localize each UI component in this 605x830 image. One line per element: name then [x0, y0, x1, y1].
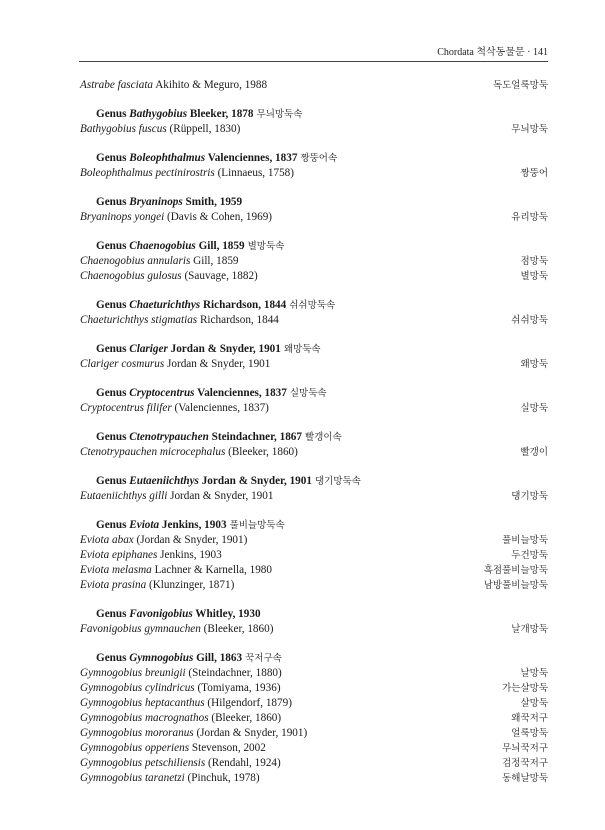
species-entry — [80, 401, 548, 416]
genus-korean-name: 빨갱이속 — [301, 432, 342, 443]
genus-heading — [80, 195, 548, 210]
species-korean-name: 무늬망둑 — [511, 124, 548, 135]
genus-korean-name: 풀비늘망둑속 — [226, 520, 285, 531]
genus-name: Gymnogobius — [129, 652, 194, 664]
species-scientific-name: Eviota melasma — [80, 564, 152, 576]
species-scientific-name: Gymnogobius cylindricus — [80, 682, 195, 694]
genus-name: Chaenogobius — [129, 240, 196, 252]
genus-block — [80, 430, 548, 460]
species-authority: Jordan & Snyder, 1901 — [167, 490, 274, 502]
genus-label: Genus — [96, 475, 130, 487]
species-entry — [80, 533, 548, 548]
species-entry — [80, 666, 548, 681]
genus-block — [80, 386, 548, 416]
species-korean-name: 풀비늘망둑 — [502, 535, 548, 546]
species-authority: (Valenciennes, 1837) — [171, 402, 269, 414]
species-scientific-name: Cryptocentrus filifer — [80, 402, 172, 414]
genus-authority: Valenciennes, 1837 — [194, 387, 287, 399]
species-entry — [80, 489, 548, 504]
species-korean-name: 날망둑 — [520, 668, 548, 679]
genus-authority: Gill, 1863 — [193, 652, 243, 664]
genus-name: Boleophthalmus — [129, 152, 206, 164]
genus-label: Genus — [96, 343, 130, 355]
genus-block — [80, 607, 548, 637]
genus-authority: Whitley, 1930 — [192, 608, 261, 620]
species-entry — [80, 269, 548, 284]
species-korean-name: 왜꾹저구 — [511, 713, 548, 724]
genus-name: Cryptocentrus — [129, 387, 195, 399]
species-korean-name: 왜망둑 — [520, 359, 548, 370]
species-authority: Stevenson, 2002 — [189, 742, 266, 754]
species-authority: (Rüppell, 1830) — [166, 123, 241, 135]
species-authority: (Rendahl, 1924) — [205, 757, 281, 769]
species-korean-name: 빨갱이 — [520, 447, 548, 458]
species-scientific-name: Gymnogobius mororanus — [80, 727, 194, 739]
page-header — [79, 47, 548, 62]
species-authority: Jordan & Snyder, 1901 — [164, 358, 271, 370]
genus-name: Bryaninops — [129, 196, 183, 208]
species-authority: (Hilgendorf, 1879) — [204, 697, 292, 709]
genus-name: Eutaeniichthys — [129, 475, 199, 487]
species-scientific-name: Gymnogobius taranetzi — [80, 772, 185, 784]
species-scientific-name: Gymnogobius petschiliensis — [80, 757, 206, 769]
species-korean-name: 가는살망둑 — [502, 683, 548, 694]
species-entry — [80, 210, 548, 225]
species-scientific-name: Chaenogobius annularis — [80, 255, 191, 267]
species-entry — [80, 756, 548, 771]
species-authority: (Bleeker, 1860) — [200, 623, 274, 635]
genus-heading — [80, 518, 548, 533]
genus-block — [80, 342, 548, 372]
genus-authority: Bleeker, 1878 — [187, 108, 254, 120]
genus-label: Genus — [96, 196, 130, 208]
species-authority: (Linnaeus, 1758) — [214, 167, 294, 179]
species-authority: (Pinchuk, 1978) — [184, 772, 260, 784]
species-entry — [80, 122, 548, 137]
species-scientific-name: Favonigobius gymnauchen — [80, 623, 201, 635]
species-korean-name: 얼룩망둑 — [511, 728, 548, 739]
genus-authority: Richardson, 1844 — [200, 299, 287, 311]
genus-name: Eviota — [129, 519, 160, 531]
species-scientific-name: Eviota prasina — [80, 579, 147, 591]
species-authority: (Steindachner, 1880) — [185, 667, 282, 679]
genus-korean-name: 짱뚱어속 — [297, 153, 338, 164]
genus-authority: Jordan & Snyder, 1901 — [198, 475, 312, 487]
genus-block — [80, 298, 548, 328]
genus-heading — [80, 107, 548, 122]
species-korean-name: 실망둑 — [520, 403, 548, 414]
genus-korean-name: 무늬망둑속 — [253, 109, 303, 120]
genus-authority: Valenciennes, 1837 — [205, 152, 298, 164]
genus-name: Favonigobius — [129, 608, 193, 620]
species-entry — [80, 578, 548, 593]
species-scientific-name: Gymnogobius heptacanthus — [80, 697, 205, 709]
genus-label: Genus — [96, 519, 130, 531]
species-entry — [80, 254, 548, 269]
genus-korean-name: 쉬쉬망둑속 — [286, 300, 336, 311]
species-list — [80, 78, 548, 786]
genus-label: Genus — [96, 387, 130, 399]
species-scientific-name: Astrabe fasciata — [80, 79, 154, 91]
species-entry — [80, 313, 548, 328]
genus-label: Genus — [96, 652, 130, 664]
species-authority: Akihito & Meguro, 1988 — [153, 79, 268, 91]
species-authority: (Sauvage, 1882) — [181, 270, 258, 282]
genus-heading — [80, 386, 548, 401]
species-entry — [80, 726, 548, 741]
genus-block — [80, 151, 548, 181]
genus-heading — [80, 342, 548, 357]
genus-authority: Jordan & Snyder, 1901 — [167, 343, 281, 355]
genus-korean-name: 왜망둑속 — [280, 344, 321, 355]
genus-label: Genus — [96, 299, 130, 311]
genus-authority: Steindachner, 1867 — [208, 431, 302, 443]
genus-authority: Gill, 1859 — [195, 240, 245, 252]
species-authority: (Tomiyama, 1936) — [194, 682, 281, 694]
species-scientific-name: Eviota abax — [80, 534, 134, 546]
genus-label: Genus — [96, 608, 130, 620]
genus-korean-name: 꾹저구속 — [242, 653, 282, 664]
species-authority: (Bleeker, 1860) — [208, 712, 282, 724]
genus-korean-name: 별망둑속 — [244, 241, 285, 252]
species-korean-name: 검정꾹저구 — [502, 758, 548, 769]
species-entry — [80, 711, 548, 726]
genus-name: Bathygobius — [129, 108, 188, 120]
species-entry — [80, 771, 548, 786]
genus-block — [80, 651, 548, 786]
species-korean-name: 동해날망둑 — [502, 773, 548, 784]
species-korean-name: 댕기망둑 — [511, 491, 548, 502]
species-entry — [80, 166, 548, 181]
genus-heading — [80, 430, 548, 445]
species-korean-name: 유리망둑 — [511, 212, 548, 223]
genus-heading — [80, 607, 548, 622]
species-authority: (Jordan & Snyder, 1901) — [133, 534, 248, 546]
species-entry — [80, 357, 548, 372]
species-korean-name: 날개망둑 — [511, 624, 548, 635]
species-korean-name: 무늬꾹저구 — [502, 743, 548, 754]
species-korean-name: 독도얼룩망둑 — [492, 80, 548, 91]
genus-label: Genus — [96, 240, 130, 252]
genus-label: Genus — [96, 152, 130, 164]
genus-block — [80, 107, 548, 137]
species-authority: Gill, 1859 — [190, 255, 239, 267]
genus-heading — [80, 474, 548, 489]
species-scientific-name: Ctenotrypauchen microcephalus — [80, 446, 226, 458]
species-entry — [80, 78, 548, 93]
species-scientific-name: Clariger cosmurus — [80, 358, 165, 370]
species-korean-name: 별망둑 — [520, 271, 548, 282]
species-entry — [80, 622, 548, 637]
genus-name: Ctenotrypauchen — [129, 431, 209, 443]
genus-heading — [80, 151, 548, 166]
species-authority: (Klunzinger, 1871) — [146, 579, 235, 591]
genus-authority: Jenkins, 1903 — [159, 519, 227, 531]
species-authority: Lachner & Karnella, 1980 — [151, 564, 272, 576]
species-korean-name: 두건망둑 — [511, 550, 548, 561]
genus-label: Genus — [96, 108, 130, 120]
genus-korean-name: 댕기망둑속 — [311, 476, 361, 487]
species-scientific-name: Bryaninops yongei — [80, 211, 165, 223]
species-korean-name: 쉬쉬망둑 — [511, 315, 548, 326]
genus-block — [80, 474, 548, 504]
genus-label: Genus — [96, 431, 130, 443]
species-entry — [80, 741, 548, 756]
genus-name: Chaeturichthys — [129, 299, 201, 311]
genus-korean-name: 실망둑속 — [286, 388, 327, 399]
species-scientific-name: Gymnogobius opperiens — [80, 742, 190, 754]
genus-block — [80, 518, 548, 593]
running-header: Chordata 척삭동물문 · 141 — [437, 47, 548, 58]
species-scientific-name: Gymnogobius macrognathos — [80, 712, 209, 724]
genus-block — [80, 239, 548, 284]
species-authority: (Davis & Cohen, 1969) — [164, 211, 273, 223]
species-authority: Jenkins, 1903 — [157, 549, 222, 561]
genus-heading — [80, 298, 548, 313]
species-scientific-name: Chaeturichthys stigmatias — [80, 314, 198, 326]
species-korean-name: 남방풀비늘망둑 — [483, 580, 548, 591]
species-entry — [80, 563, 548, 578]
species-korean-name: 흑점풀비늘망둑 — [483, 565, 548, 576]
species-scientific-name: Chaenogobius gulosus — [80, 270, 182, 282]
species-scientific-name: Bathygobius fuscus — [80, 123, 167, 135]
species-authority: (Jordan & Snyder, 1901) — [193, 727, 308, 739]
species-korean-name: 살망둑 — [520, 698, 548, 709]
genus-authority: Smith, 1959 — [182, 196, 243, 208]
species-scientific-name: Gymnogobius breunigii — [80, 667, 186, 679]
species-scientific-name: Eutaeniichthys gilli — [80, 490, 168, 502]
genus-heading — [80, 651, 548, 666]
genus-name: Clariger — [129, 343, 168, 355]
species-scientific-name: Boleophthalmus pectinirostris — [80, 167, 215, 179]
species-scientific-name: Eviota epiphanes — [80, 549, 158, 561]
species-entry — [80, 696, 548, 711]
genus-block — [80, 195, 548, 225]
species-entry — [80, 548, 548, 563]
genus-heading — [80, 239, 548, 254]
species-authority: (Bleeker, 1860) — [225, 446, 298, 458]
species-korean-name: 짱뚱어 — [520, 168, 548, 179]
species-entry — [80, 445, 548, 460]
species-entry — [80, 681, 548, 696]
species-authority: Richardson, 1844 — [197, 314, 279, 326]
species-korean-name: 점망둑 — [520, 256, 548, 267]
